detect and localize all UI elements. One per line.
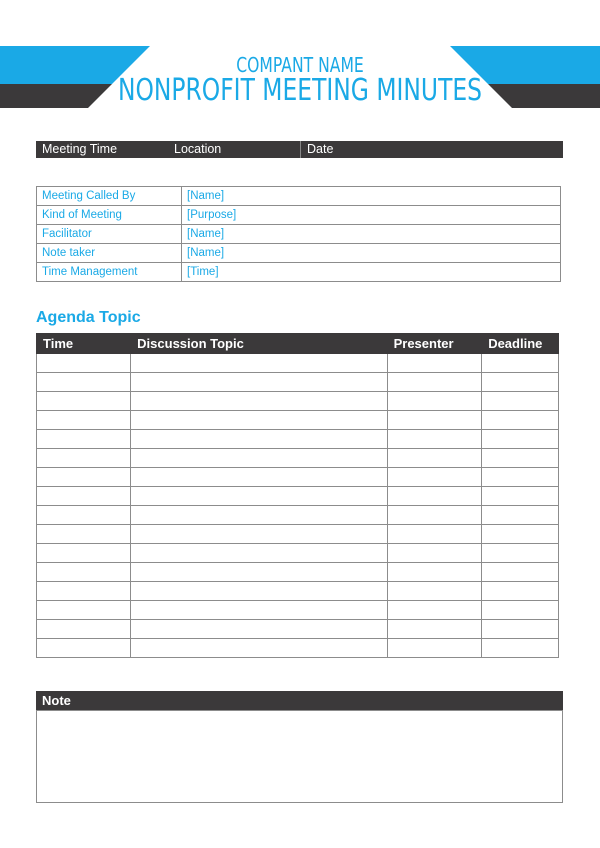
agenda-cell-presenter[interactable] xyxy=(387,392,482,411)
agenda-cell-presenter[interactable] xyxy=(387,506,482,525)
meeting-details-table xyxy=(36,186,561,282)
agenda-cell-discussion-topic[interactable] xyxy=(131,449,387,468)
agenda-cell-presenter[interactable] xyxy=(387,525,482,544)
agenda-cell-discussion-topic[interactable] xyxy=(131,354,387,373)
document-title: NONPROFIT MEETING MINUTES xyxy=(118,73,482,108)
agenda-row xyxy=(37,487,559,506)
agenda-cell-presenter[interactable] xyxy=(387,487,482,506)
agenda-row xyxy=(37,639,559,658)
agenda-cell-discussion-topic[interactable] xyxy=(131,430,387,449)
date-label: Date xyxy=(307,142,334,156)
details-value[interactable]: [Name] xyxy=(182,187,561,206)
agenda-cell-deadline[interactable] xyxy=(482,620,559,639)
agenda-row xyxy=(37,620,559,639)
agenda-row xyxy=(37,601,559,620)
agenda-cell-deadline[interactable] xyxy=(482,639,559,658)
agenda-cell-time[interactable] xyxy=(37,639,131,658)
agenda-cell-presenter[interactable] xyxy=(387,449,482,468)
agenda-cell-deadline[interactable] xyxy=(482,506,559,525)
agenda-row xyxy=(37,354,559,373)
agenda-cell-presenter[interactable] xyxy=(387,582,482,601)
note-header xyxy=(36,691,563,710)
agenda-cell-discussion-topic[interactable] xyxy=(131,582,387,601)
agenda-cell-deadline[interactable] xyxy=(482,411,559,430)
note-box[interactable] xyxy=(36,710,563,803)
agenda-row xyxy=(37,411,559,430)
agenda-cell-deadline[interactable] xyxy=(482,487,559,506)
agenda-cell-presenter[interactable] xyxy=(387,620,482,639)
agenda-cell-discussion-topic[interactable] xyxy=(131,468,387,487)
agenda-cell-discussion-topic[interactable] xyxy=(131,506,387,525)
agenda-cell-time[interactable] xyxy=(37,449,131,468)
agenda-cell-presenter[interactable] xyxy=(387,373,482,392)
agenda-cell-presenter[interactable] xyxy=(387,544,482,563)
agenda-cell-presenter[interactable] xyxy=(387,563,482,582)
agenda-cell-deadline[interactable] xyxy=(482,354,559,373)
details-value[interactable]: [Name] xyxy=(182,244,561,263)
agenda-header-row xyxy=(37,334,559,354)
details-label: Note taker xyxy=(37,244,182,263)
agenda-cell-presenter[interactable] xyxy=(387,601,482,620)
agenda-cell-time[interactable] xyxy=(37,601,131,620)
details-row xyxy=(37,225,561,244)
agenda-cell-presenter[interactable] xyxy=(387,430,482,449)
agenda-cell-time[interactable] xyxy=(37,620,131,639)
agenda-cell-time[interactable] xyxy=(37,392,131,411)
details-label: Kind of Meeting xyxy=(37,206,182,225)
agenda-cell-time[interactable] xyxy=(37,563,131,582)
agenda-cell-time[interactable] xyxy=(37,544,131,563)
agenda-cell-presenter[interactable] xyxy=(387,468,482,487)
agenda-cell-time[interactable] xyxy=(37,354,131,373)
details-value[interactable]: [Purpose] xyxy=(182,206,561,225)
agenda-cell-discussion-topic[interactable] xyxy=(131,525,387,544)
agenda-cell-deadline[interactable] xyxy=(482,601,559,620)
details-label: Meeting Called By xyxy=(37,187,182,206)
agenda-cell-deadline[interactable] xyxy=(482,563,559,582)
agenda-cell-discussion-topic[interactable] xyxy=(131,563,387,582)
agenda-cell-discussion-topic[interactable] xyxy=(131,620,387,639)
agenda-cell-time[interactable] xyxy=(37,373,131,392)
agenda-cell-discussion-topic[interactable] xyxy=(131,392,387,411)
agenda-cell-time[interactable] xyxy=(37,411,131,430)
agenda-cell-presenter[interactable] xyxy=(387,639,482,658)
details-value[interactable]: [Name] xyxy=(182,225,561,244)
details-label: Facilitator xyxy=(37,225,182,244)
location-label: Location xyxy=(174,142,222,156)
agenda-cell-discussion-topic[interactable] xyxy=(131,373,387,392)
agenda-col-presenter: Presenter xyxy=(387,334,482,354)
agenda-heading: Agenda Topic xyxy=(36,309,141,326)
agenda-col-time: Time xyxy=(37,334,131,354)
agenda-cell-deadline[interactable] xyxy=(482,525,559,544)
agenda-cell-discussion-topic[interactable] xyxy=(131,639,387,658)
agenda-cell-discussion-topic[interactable] xyxy=(131,601,387,620)
agenda-col-discussion-topic: Discussion Topic xyxy=(131,334,387,354)
agenda-cell-time[interactable] xyxy=(37,525,131,544)
details-row xyxy=(37,263,561,282)
details-row xyxy=(37,187,561,206)
agenda-cell-deadline[interactable] xyxy=(482,468,559,487)
agenda-cell-discussion-topic[interactable] xyxy=(131,487,387,506)
agenda-cell-presenter[interactable] xyxy=(387,354,482,373)
agenda-row xyxy=(37,525,559,544)
agenda-cell-time[interactable] xyxy=(37,487,131,506)
agenda-cell-deadline[interactable] xyxy=(482,449,559,468)
details-label: Time Management xyxy=(37,263,182,282)
agenda-row xyxy=(37,582,559,601)
agenda-row xyxy=(37,506,559,525)
agenda-row xyxy=(37,373,559,392)
agenda-cell-time[interactable] xyxy=(37,430,131,449)
details-value[interactable]: [Time] xyxy=(182,263,561,282)
agenda-row xyxy=(37,449,559,468)
agenda-cell-deadline[interactable] xyxy=(482,392,559,411)
details-row xyxy=(37,244,561,263)
agenda-col-deadline: Deadline xyxy=(482,334,559,354)
agenda-row xyxy=(37,544,559,563)
agenda-cell-deadline[interactable] xyxy=(482,544,559,563)
agenda-row xyxy=(37,392,559,411)
agenda-cell-deadline[interactable] xyxy=(482,430,559,449)
company-name: COMPANT NAME xyxy=(236,53,364,77)
agenda-cell-discussion-topic[interactable] xyxy=(131,411,387,430)
note-heading: Note xyxy=(42,693,71,708)
meeting-info-bar xyxy=(36,141,563,158)
info-bar-divider xyxy=(300,141,301,158)
agenda-cell-time[interactable] xyxy=(37,506,131,525)
agenda-row xyxy=(37,563,559,582)
details-row xyxy=(37,206,561,225)
agenda-cell-time[interactable] xyxy=(37,468,131,487)
agenda-cell-deadline[interactable] xyxy=(482,373,559,392)
meeting-time-label: Meeting Time xyxy=(42,142,118,156)
agenda-cell-time[interactable] xyxy=(37,582,131,601)
agenda-table xyxy=(36,333,559,658)
agenda-row xyxy=(37,430,559,449)
agenda-cell-presenter[interactable] xyxy=(387,411,482,430)
agenda-row xyxy=(37,468,559,487)
agenda-cell-discussion-topic[interactable] xyxy=(131,544,387,563)
agenda-cell-deadline[interactable] xyxy=(482,582,559,601)
